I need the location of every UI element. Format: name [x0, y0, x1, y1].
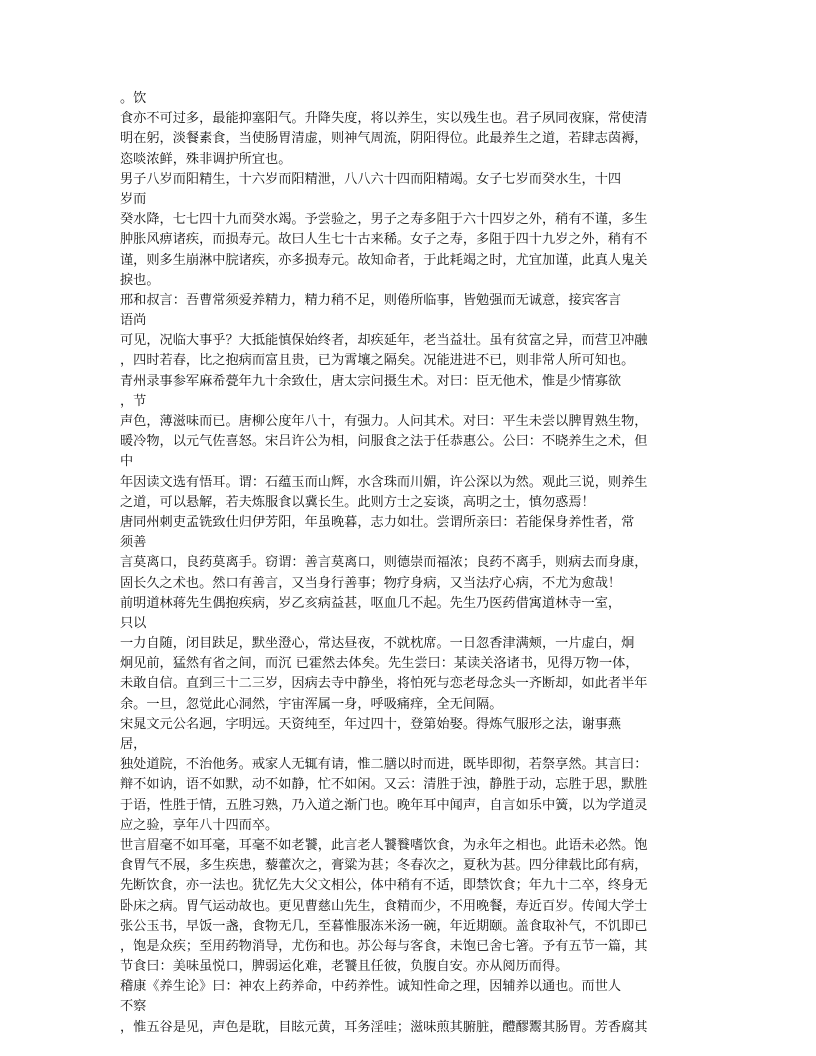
text-line: ，节: [120, 393, 147, 409]
text-line: 不察: [120, 999, 147, 1015]
text-line: 余。一旦，忽觉此心洞然，宇宙浑属一身，呼吸痛痒，全无间隔。: [120, 696, 503, 712]
text-line: 可见，况临大事乎？大抵能慎保始终者，却疾延年，老当益壮。虽有贫富之异，而营卫冲融: [120, 333, 648, 349]
document-page: [120, 89, 690, 1038]
text-line: 只以: [120, 615, 147, 631]
text-line: 唐同州刺吏孟铣致仕归伊芳阳，年虽晚暮，志力如壮。尝谓所亲曰：若能保身养性者，常: [120, 514, 635, 530]
text-line: 男子八岁而阳精生，十六岁而阳精泄，八八六十四而阳精竭。女子七岁而癸水生，十四: [120, 171, 622, 187]
text-line: 谨，则多生崩淋中脘诸疾，亦多损寿元。故知命者，于此耗竭之时，尤宜加谨，此真人鬼关: [120, 252, 648, 268]
text-line: ，惟五谷是见，声色是耽，目眩元黄，耳务淫哇；滋味煎其腑脏，醴醪鬻其肠胃。芳香腐其: [120, 1019, 648, 1035]
text-line: 语尚: [120, 313, 147, 329]
text-line: 暖冷物，以元气佐喜怒。宋吕许公为相，问服食之法于任恭惠公。公曰：不晓养生之术，但: [120, 434, 648, 450]
text-line: 世言眉毫不如耳毫，耳毫不如老饕，此言老人饕餮嗜饮食，为永年之相也。此语未必然。饱: [120, 837, 648, 853]
text-line: 卧床之病。胃气运动故也。更见曹慈山先生，食精而少，不用晚餐，寿近百岁。传闻大学士: [120, 898, 648, 914]
text-line: 之道，可以悬解，若夫炼服食以冀长生。此则方士之妄谈，高明之士，慎勿惑焉！: [120, 494, 595, 510]
text-line: 捩也。: [120, 272, 160, 288]
text-line: 言莫离口，良药莫离手。窃谓：善言莫离口，则德崇而福浓；良药不离手，则病去而身康，: [120, 555, 648, 571]
text-line: 肿胀风痹诸疾，而损寿元。故曰人生七十古来稀。女子之寿，多阻于四十九岁之外，稍有不: [120, 232, 648, 248]
text-line: 邢和叔言：吾曹常须爱养精力，精力稍不足，则倦所临事，皆勉强而无诚意，接宾客言: [120, 292, 622, 308]
text-line: 居，: [120, 737, 147, 752]
text-line: 应之验，享年八十四而卒。: [120, 817, 279, 833]
text-line: 炯见前，猛然有省之间，而沉 已霍然去体矣。先生尝曰：某读关洛诸书，见得万物一体，: [120, 656, 639, 672]
text-line: 须善: [120, 535, 147, 551]
text-line: 宋晁文元公名迥，字明远。天资纯至，年过四十，登第始娶。得炼气服形之法，谢事燕: [120, 716, 622, 732]
text-line: ，四时若春，比之抱病而富且贵，已为霄壤之隔矣。况能进进不已，则非常人所可知也。: [120, 353, 635, 369]
text-line: 前明道林蒋先生偶抱疾病，岁乙亥病益甚，呕血几不起。先生乃医药借寓道林寺一室，: [120, 595, 622, 611]
text-line: 先断饮食，亦一法也。犹忆先大父文相公，体中稍有不适，即禁饮食；年九十二卒，终身无: [120, 878, 648, 894]
text-line: 青州录事参军麻希甍年九十余致仕，唐太宗问摄生术。对曰：臣无他术，惟是少情寡欲: [120, 373, 622, 389]
text-line: 中: [120, 454, 134, 470]
text-line: 于语，性胜于情，五胜习熟，乃入道之渐门也。晚年耳中闻声，自言如乐中簧，以为学道灵: [120, 797, 648, 813]
text-line: 食胃气不展，多生疾患，藜藿次之，膏粱为甚；冬春次之，夏秋为甚。四分律载比邱有病，: [120, 858, 648, 874]
text-line: 节食曰：美味虽悦口，脾弱运化难，老饕且任彼，负腹自安。亦从阅历而得。: [120, 959, 569, 975]
text-line: 明在躬，淡餐素食，当使肠胃清虚，则神气周流，阴阳得位。此最养生之道，若肆志茵褥，: [120, 131, 648, 147]
text-line: 岁而: [120, 191, 147, 207]
text-line: ，饱是众疾；至用药物消导，尤伤和也。苏公每与客食，未饱已舍七箸。予有五节一篇，其: [120, 938, 648, 954]
text-line: 一力自随，闭目趺足，默坐澄心，常达昼夜，不就枕席。一日忽香津满颊，一片虚白，炯: [120, 636, 635, 652]
text-line: 固长久之术也。然口有善言，又当身行善事；物疗身病，又当法疗心病，不尤为愈哉！: [120, 575, 622, 591]
text-line: 。饮: [120, 91, 147, 106]
text-line: 张公玉书，早饭一盏，食物无几，至暮惟服冻米汤一碗，年近期颐。盖食取补气，不饥即已: [120, 918, 648, 934]
text-line: 独处道院，不治他务。戒家人无辄有请，惟二膳以时而进，既毕即彻，若祭享然。其言曰：: [120, 757, 648, 773]
text-line: 恣啖浓鲜，殊非调护所宜也。: [120, 151, 292, 167]
text-line: 辩不如讷，语不如默，动不如静，忙不如闲。又云：清胜于浊，静胜于动，忘胜于思，默胜: [120, 777, 648, 793]
text-line: 稽康《养生论》曰：神农上药养命，中药养性。诚知性命之理，因辅养以通也。而世人: [120, 979, 622, 995]
text-line: 声色，薄滋味而已。唐柳公度年八十，有强力。人问其术。对曰：平生未尝以脾胃熟生物，: [120, 414, 648, 429]
text-line: 癸水降，七七四十九而癸水竭。予尝验之，男子之寿多阻于六十四岁之外，稍有不谨，多生: [120, 212, 648, 228]
text-line: 未敢自信。直到三十二三岁，因病去寺中静坐，将怕死与恋老母念头一齐断却，如此者半年: [120, 676, 648, 692]
text-line: 年因读文选有悟耳。谓：石蕴玉而山辉，水含珠而川媚，许公深以为然。观此三说，则养生: [120, 474, 648, 490]
text-line: 食亦不可过多，最能抑塞阳气。升降失度，将以养生，实以残生也。君子夙同夜寐，常使清: [120, 111, 648, 127]
